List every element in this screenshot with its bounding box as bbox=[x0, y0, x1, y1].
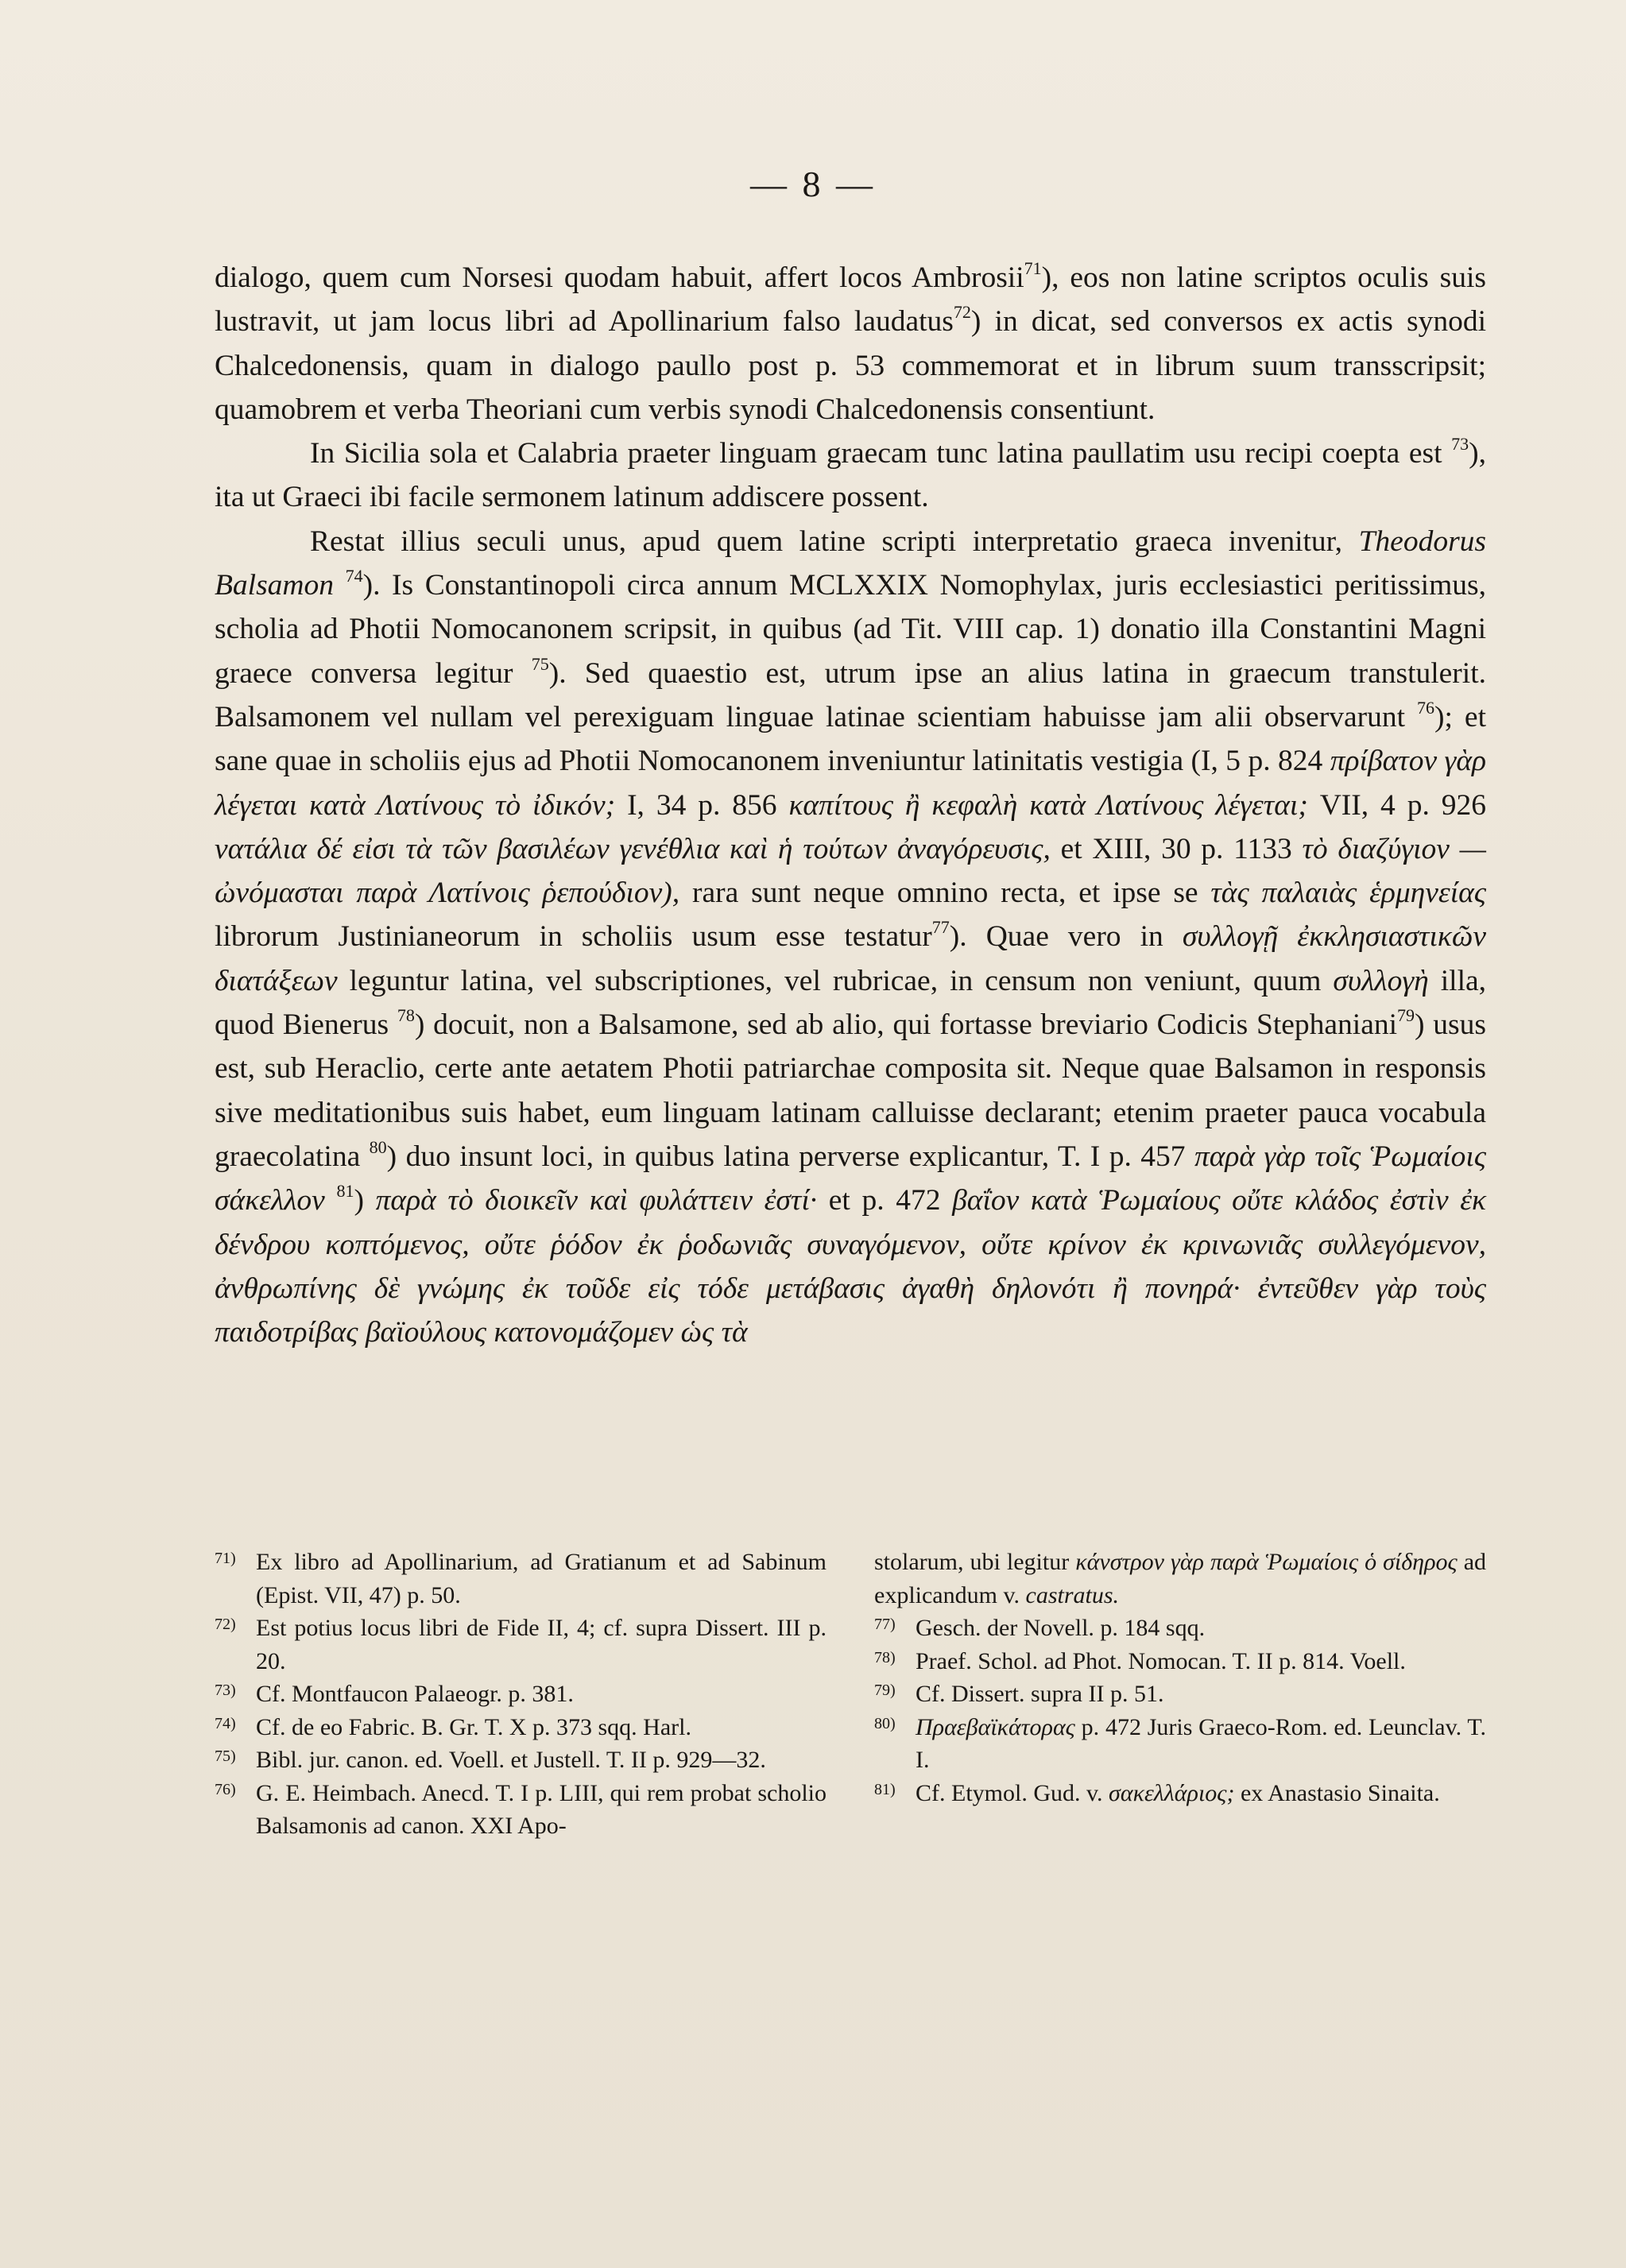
text-run: rara sunt neque omnino recta, et ipse se bbox=[692, 877, 1198, 910]
greek-quote: σακελλάριος; bbox=[1109, 1779, 1235, 1806]
footnote-mark: 80) bbox=[874, 1714, 896, 1732]
footnote-71 bbox=[215, 1546, 827, 1612]
footnote-mark: 76) bbox=[215, 1780, 236, 1798]
footnote-mark: 75) bbox=[215, 1747, 236, 1765]
greek-quote: βαΐον κατὰ Ῥωμαίους οὔτε κλάδος ἐστὶν ἐκ δένδρου κοπτόμενος, οὔτε ῥόδον ἐκ ῥοδωνιᾶς συναγόμενον, οὔτε κρίνον ἐκ κρινωνιᾶς συλλεγόμενον, ἀνθρωπίνης δὲ γνώμης ἐκ τοῦδε εἰς τόδε μετάβασις ἀγαθὴ δηλονότι ἢ πονηρά· ἐντεῦθεν γὰρ τοὺς παιδοτρίβας βαϊούλους κατονομάζομεν ὡς τὰ bbox=[215, 1184, 1487, 1349]
latin-term: castratus. bbox=[1025, 1581, 1120, 1608]
footnote-text: Gesch. der Novell. p. 184 sqq. bbox=[916, 1615, 1206, 1641]
text-run: ) usus est, sub Heraclio, certe ante aetatem Photii patriarchae composita sit. Neque quae Balsamon in responsis sive meditationibus suis habet, eum linguam latinam calluisse declarant; etenim praeter pauca vocabula graecolatina bbox=[215, 1008, 1486, 1173]
text-run: ), ita ut Graeci ibi facile sermonem latinum addiscere possent. bbox=[215, 437, 1487, 514]
footnotes bbox=[215, 1546, 1486, 1843]
footnote-ref[interactable]: 81 bbox=[336, 1181, 354, 1202]
greek-quote: κάνστρον γὰρ παρὰ Ῥωμαίοις ὁ σίδηρος bbox=[1075, 1549, 1458, 1575]
footnote-80 bbox=[874, 1711, 1486, 1777]
footnote-mark: 73) bbox=[215, 1682, 236, 1699]
footnote-72 bbox=[215, 1612, 827, 1678]
footnote-text: Ex libro ad Apollinarium, ad Gratianum et ad Sabinum (Epist. VII, 47) p. 50. bbox=[256, 1549, 827, 1608]
footnote-75 bbox=[215, 1744, 827, 1777]
text-run: ). Sed quaestio est, utrum ipse an alius latina in graecum transtulerit. Balsamonem vel nullam vel perexiguam linguae latinae scientiam habuisse jam alii observarunt bbox=[215, 656, 1487, 733]
footnote-77 bbox=[874, 1612, 1486, 1645]
text-run: ). Is Constantinopoli circa annum MCLXXIX Nomophylax, juris ecclesiastici peritissimus, scholia ad Photii Nomocanonem scripsit, in quibus (ad Tit. VIII cap. 1) donatio illa Constantini Magni graece conversa legitur bbox=[215, 569, 1486, 690]
footnote-text bbox=[916, 1711, 1486, 1777]
text-run: In Sicilia sola et Calabria praeter linguam graecam tunc latina paullatim usu recipi coepta est bbox=[310, 437, 1442, 470]
text-run: ); et sane quae in scholiis ejus ad Photii Nomocanonem inveniuntur latinitatis vestigia (I, 5 p. 824 bbox=[215, 700, 1486, 778]
footnotes-left-column bbox=[215, 1546, 827, 1843]
footnote-ref[interactable]: 75 bbox=[531, 653, 549, 674]
footnote-76 bbox=[215, 1777, 827, 1843]
greek-quote: νατάλια δέ εἰσι τὰ τῶν βασιλέων γενέθλια καὶ ἡ τούτων ἀναγόρευσις, bbox=[215, 832, 1051, 865]
footnote-ref[interactable]: 80 bbox=[369, 1136, 387, 1157]
text-run: VII, 4 p. 926 bbox=[1319, 788, 1486, 822]
text-run: leguntur latina, vel subscriptiones, vel rubricae, in censum non veniunt, quum bbox=[349, 964, 1322, 997]
text-run: ) bbox=[354, 1184, 364, 1217]
footnote-text: Est potius locus libri de Fide II, 4; cf. supra Dissert. III p. 20. bbox=[256, 1615, 827, 1674]
footnote-74 bbox=[215, 1711, 827, 1744]
text-run: ), eos non latine scriptos oculis suis lustravit, ut jam locus libri ad Apollinarium falso laudatus bbox=[215, 261, 1486, 339]
greek-quote: παρὰ γὰρ τοῖς Ῥωμαίοις σάκελλον bbox=[215, 1140, 1487, 1217]
author-name: Theodorus Balsamon bbox=[215, 524, 1486, 602]
footnote-ref[interactable]: 72 bbox=[953, 302, 971, 323]
footnote-text: Bibl. jur. canon. ed. Voell. et Justell. T. II p. 929—32. bbox=[256, 1747, 766, 1773]
greek-quote: καπίτους ἢ κεφαλὴ κατὰ Λατίνους λέγεται; bbox=[788, 788, 1308, 822]
paragraph-1 bbox=[215, 256, 1486, 432]
footnote-mark: 72) bbox=[215, 1616, 236, 1633]
text-run: ) docuit, non a Balsamone, sed ab alio, qui fortasse breviario Codicis Stephaniani bbox=[414, 1008, 1398, 1042]
text-run: ) duo insunt loci, in quibus latina perverse explicantur, T. I p. 457 bbox=[386, 1140, 1186, 1173]
greek-quote: τὸ διαζύγιον — ὠνόμασται παρὰ Λατίνοις ῥεπούδιον), bbox=[215, 832, 1487, 910]
footnote-mark: 81) bbox=[874, 1780, 896, 1798]
text-run: et XIII, 30 p. 1133 bbox=[1060, 832, 1292, 865]
text-run: dialogo, quem cum Norsesi quodam habuit, affert locos Ambrosii bbox=[215, 261, 1024, 294]
footnote-mark: 79) bbox=[874, 1682, 896, 1699]
greek-quote: πρίβατον γὰρ λέγεται κατὰ Λατίνους τὸ ἰδικόν; bbox=[215, 745, 1487, 822]
footnote-mark: 74) bbox=[215, 1714, 236, 1732]
footnote-81 bbox=[874, 1777, 1486, 1810]
text-run: Restat illius seculi unus, apud quem latine scripti interpretatio graeca invenitur, bbox=[310, 524, 1343, 558]
footnote-text: G. E. Heimbach. Anecd. T. I p. LIII, qui rem probat scholio Balsamonis ad canon. XXI Apo- bbox=[256, 1779, 827, 1839]
greek-quote: συλλογὴ bbox=[1333, 964, 1429, 997]
greek-quote: Πραεβαϊκάτορας bbox=[916, 1713, 1075, 1740]
footnote-ref[interactable]: 79 bbox=[1397, 1005, 1415, 1026]
greek-quote: παρὰ τὸ διοικεῖν καὶ φυλάττειν ἐστί· bbox=[375, 1184, 818, 1217]
text-run: stolarum, ubi legitur bbox=[874, 1549, 1070, 1575]
footnotes-right-column bbox=[874, 1546, 1486, 1843]
footnote-text: Cf. Montfaucon Palaeogr. p. 381. bbox=[256, 1681, 574, 1707]
paragraph-3 bbox=[215, 520, 1486, 1355]
text-run: ex Anastasio Sinaita. bbox=[1240, 1779, 1440, 1806]
footnote-ref[interactable]: 77 bbox=[931, 917, 950, 938]
main-text bbox=[215, 256, 1486, 1354]
text-run: ) in dicat, sed conversos ex actis synodi Chalcedonensis, quam in dialogo paullo post p. 53 commemorat et in librum suum transscripsit; quamobrem et verba Theoriani cum verbis synodi Chalcedonensis consentiunt. bbox=[215, 305, 1486, 426]
footnote-78 bbox=[874, 1645, 1486, 1678]
text-run: I, 34 p. 856 bbox=[627, 788, 777, 822]
footnote-text: Cf. de eo Fabric. B. Gr. T. X p. 373 sqq. Harl. bbox=[256, 1713, 691, 1740]
text-run: illa, quod Bienerus bbox=[215, 964, 1487, 1042]
paragraph-2 bbox=[215, 432, 1486, 520]
text-run: librorum Justinianeorum in scholiis usum esse testatur bbox=[215, 920, 932, 954]
footnote-text bbox=[916, 1777, 1486, 1810]
footnote-mark: 71) bbox=[215, 1550, 236, 1567]
greek-quote: τὰς παλαιὰς ἑρμηνείας bbox=[1210, 877, 1487, 910]
footnote-ref[interactable]: 71 bbox=[1024, 258, 1042, 278]
text-run: p. 472 Juris Graeco-Rom. ed. Leunclav. T. I. bbox=[916, 1713, 1486, 1773]
footnote-76-continued bbox=[874, 1546, 1486, 1612]
page-number: — 8 — bbox=[750, 164, 876, 204]
footnote-mark: 78) bbox=[874, 1648, 896, 1666]
footnote-ref[interactable]: 74 bbox=[345, 566, 363, 586]
greek-quote: συλλογῇ ἐκκλησιαστικῶν διατάξεων bbox=[215, 920, 1486, 997]
footnote-text: Cf. Dissert. supra II p. 51. bbox=[916, 1681, 1164, 1707]
footnote-ref[interactable]: 76 bbox=[1417, 697, 1435, 718]
footnote-79 bbox=[874, 1678, 1486, 1711]
text-run: ad explicandum v. bbox=[874, 1549, 1487, 1608]
footnote-text: Praef. Schol. ad Phot. Nomocan. T. II p. 814. Voell. bbox=[916, 1647, 1406, 1674]
footnote-mark: 77) bbox=[874, 1616, 896, 1633]
footnote-73 bbox=[215, 1678, 827, 1711]
footnote-ref[interactable]: 73 bbox=[1451, 434, 1469, 455]
text-run: ). Quae vero in bbox=[949, 920, 1163, 954]
text-run: et p. 472 bbox=[828, 1184, 941, 1217]
footnote-ref[interactable]: 78 bbox=[397, 1005, 415, 1026]
text-run: Cf. Etymol. Gud. v. bbox=[916, 1779, 1103, 1806]
